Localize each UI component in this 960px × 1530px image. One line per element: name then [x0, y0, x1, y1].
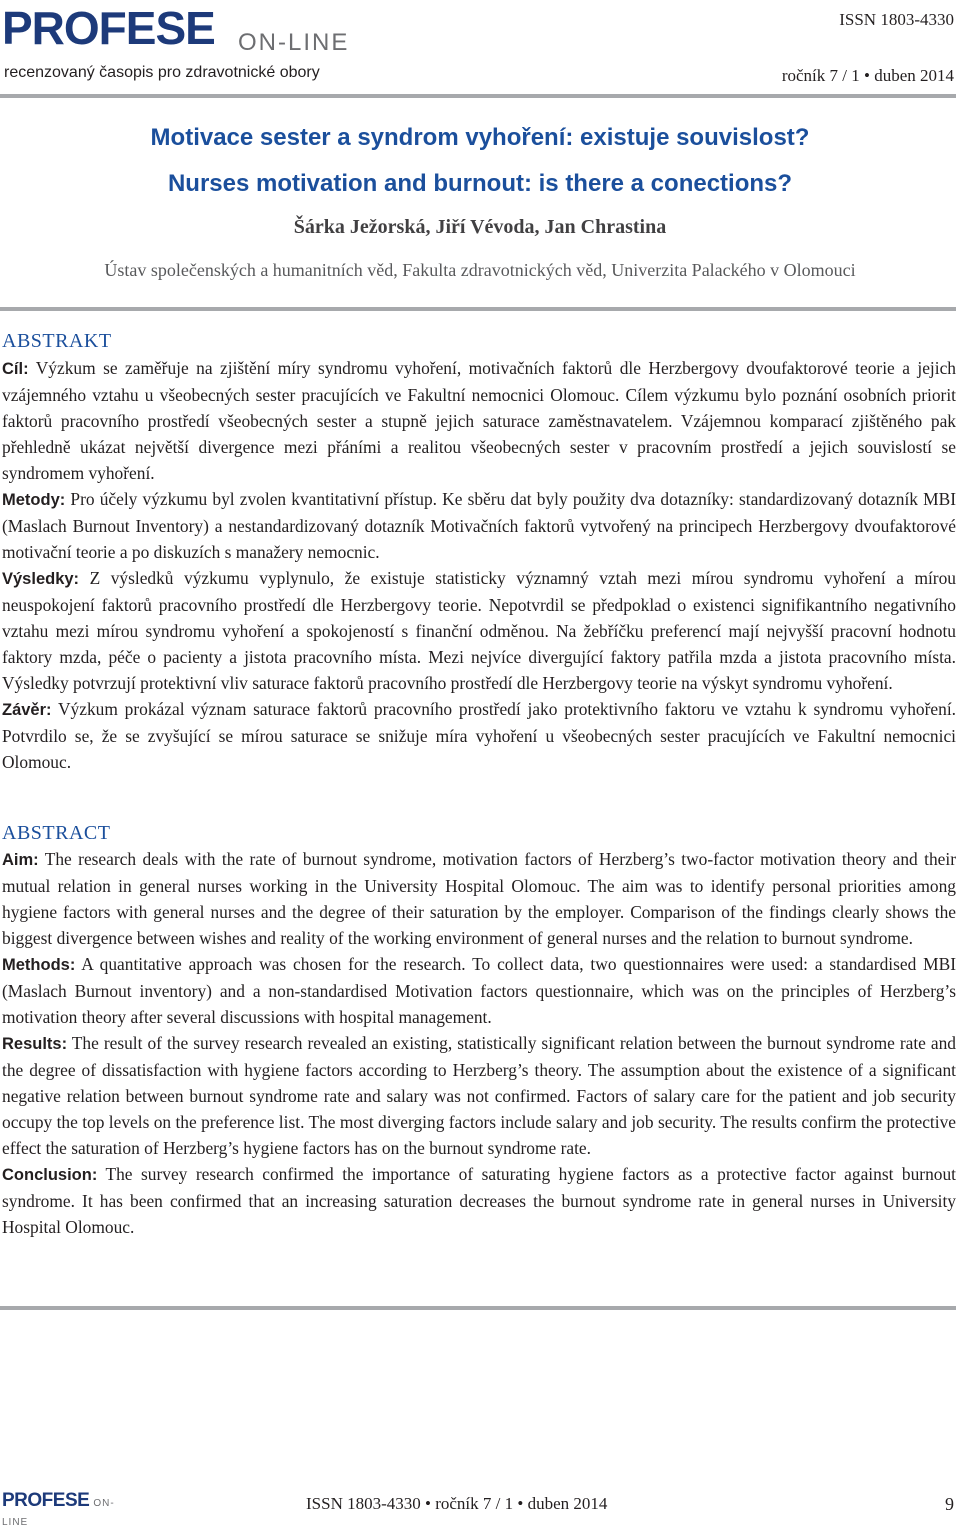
- paragraph-text: Výzkum se zaměřuje na zjištění míry syndromu vyhoření, motivačních faktorů dle Herzbergovy dvoufaktorové teorie a jejich vzájemného vztahu u všeobecných sester pracujících ve Fakultní nemocnici Olomouc. Cílem výzkumu bylo poznání osobních priorit faktorů pracovního prostředí všeobecných sester a stupně jejich saturace zaměstnavatelem. Vzájemnou komparací zjištěného pak přehledně ukázat největší divergence mezi přáními a realitou všeobecných sester v pracovním prostředí a jejich souvislostí se syndromem vyhoření.: [2, 358, 956, 483]
- logo-online-label: ON-LINE: [238, 29, 350, 56]
- header-volume: ročník 7 / 1 • duben 2014: [781, 66, 954, 85]
- article-authors: Šárka Ježorská, Jiří Vévoda, Jan Chrastina: [293, 216, 667, 238]
- paragraph-text: The result of the survey research revealed an existing, statistically significant relation between the burnout syndrome rate and the degree of dissatisfaction with hygiene factors according to Herzberg’s theory. The assumption about the existence of a significant negative relation between burnout syndrome rate and salary was not confirmed. Factors of salary care for the patient and job security occupy the top levels on the preference list. The most diverging factors include salary and job security. The results confirm the protective effect the saturation of Herzberg’s hygiene factors has on the burnout syndrome rate.: [2, 1033, 956, 1158]
- paragraph-text: Z výsledků výzkumu vyplynulo, že existuje statisticky významný vztah mezi mírou syndromu vyhoření a mírou neuspokojení faktorů pracovního prostředí dle Herzbergovy teorie. Nepotvrdil se předpoklad o existenci signifikantního negativního vztahu mezi mírou syndromu vyhoření a spokojeností s finanční odměnou. Na žebříčku preferencí mají nejvyšší pracovní hodnotu faktory mzda, péče o pacienty a jistota pracovního místa. Mezi nejvíce divergující faktory patřila mzda a jistota pracovního místa. Výsledky potvrzují protektivní vliv saturace faktorů pracovního prostředí dle Herzbergovy teorie na výskyt syndromu vyhoření.: [2, 568, 956, 693]
- footer-journal-info: ISSN 1803-4330 • ročník 7 / 1 • duben 2014: [306, 1494, 608, 1513]
- abstract-paragraph-aim: [2, 846, 956, 951]
- paragraph-text: A quantitative approach was chosen for the research. To collect data, two questionnaires were used: a standardised MBI (Maslach Burnout inventory) and a non-standardised Motivation factors questionnaire, which was on the principles of Herzberg’s motivation theory after several discussions with hospital management.: [2, 954, 956, 1027]
- abstrakt-heading: ABSTRAKT: [2, 330, 112, 352]
- abstract-paragraph-methods: [2, 951, 956, 1030]
- paragraph-label: Výsledky:: [2, 570, 80, 588]
- abstrakt-paragraph-methods: [2, 486, 956, 565]
- article-affiliation: Ústav společenských a humanitních věd, Fakulta zdravotnických věd, Univerzita Palackého v Olomouci: [104, 260, 856, 280]
- journal-logo: [2, 4, 354, 54]
- paragraph-text: The research deals with the rate of burnout syndrome, motivation factors of Herzberg’s two-factor motivation theory and their mutual relation in general nurses working in the University Hospital Olomouc. The aim was to identify personal priorities among hygiene factors with general nurses and the degree of their saturation by the employer. Comparison of the findings clearly shows the biggest divergence between wishes and reality of the working environment of general nurses and the relation to burnout syndrome.: [2, 849, 956, 948]
- paragraph-label: Results:: [2, 1035, 68, 1053]
- paragraph-label: Conclusion:: [2, 1166, 98, 1184]
- abstract-heading: ABSTRACT: [2, 822, 111, 844]
- abstrakt-paragraph-conclusion: [2, 696, 956, 775]
- abstrakt-paragraph-aim: [2, 355, 956, 486]
- page-number: 9: [945, 1494, 954, 1514]
- paragraph-label: Závěr:: [2, 701, 52, 719]
- paragraph-text: Pro účely výzkumu byl zvolen kvantitativní přístup. Ke sběru dat byly použity dva dotazníky: standardizovaný dotazník MBI (Maslach Burnout Inventory) a nestandardizovaný dotazník Motivačních faktorů vytvořený na principech Herzbergovy dvoufaktorové motivační teorie a po diskuzích s manažery nemocnic.: [2, 489, 956, 562]
- article-title-czech: Motivace sester a syndrom vyhoření: existuje souvislost?: [150, 124, 810, 151]
- logo-wordmark: PROFESE: [2, 2, 215, 54]
- paragraph-label: Cíl:: [2, 360, 29, 378]
- paragraph-text: Výzkum prokázal význam saturace faktorů pracovního prostředí jako protektivního faktoru ve vztahu k syndromu vyhoření. Potvrdilo se, že se zvyšující se mírou saturace se snižuje míra vyhoření u všeobecných sester pracujících ve Fakultní nemocnici Olomouc.: [2, 699, 956, 772]
- abstract-paragraph-results: [2, 1030, 956, 1161]
- section-divider: [0, 1306, 956, 1310]
- paragraph-label: Methods:: [2, 956, 76, 974]
- footer-logo: [2, 1490, 132, 1528]
- header-divider: [0, 94, 956, 98]
- footer-logo-wordmark: PROFESE: [2, 1490, 90, 1511]
- abstract-paragraph-conclusion: [2, 1161, 956, 1240]
- abstrakt-body: [2, 355, 956, 775]
- header-issn: ISSN 1803-4330: [839, 10, 954, 29]
- paragraph-text: The survey research confirmed the importance of saturating hygiene factors as a protective factor against burnout syndrome. It has been confirmed that an increasing saturation decreases the burnout syndrome rate in general nurses in University Hospital Olomouc.: [2, 1164, 956, 1237]
- article-title-english: Nurses motivation and burnout: is there a conections?: [167, 170, 793, 197]
- abstract-body: [2, 846, 956, 1240]
- section-divider: [0, 307, 956, 311]
- paragraph-label: Metody:: [2, 491, 66, 509]
- abstrakt-paragraph-results: [2, 565, 956, 696]
- journal-tagline: recenzovaný časopis pro zdravotnické obory: [4, 64, 320, 81]
- footer-logo-online: ON-LINE: [2, 1498, 115, 1528]
- paragraph-label: Aim:: [2, 851, 39, 869]
